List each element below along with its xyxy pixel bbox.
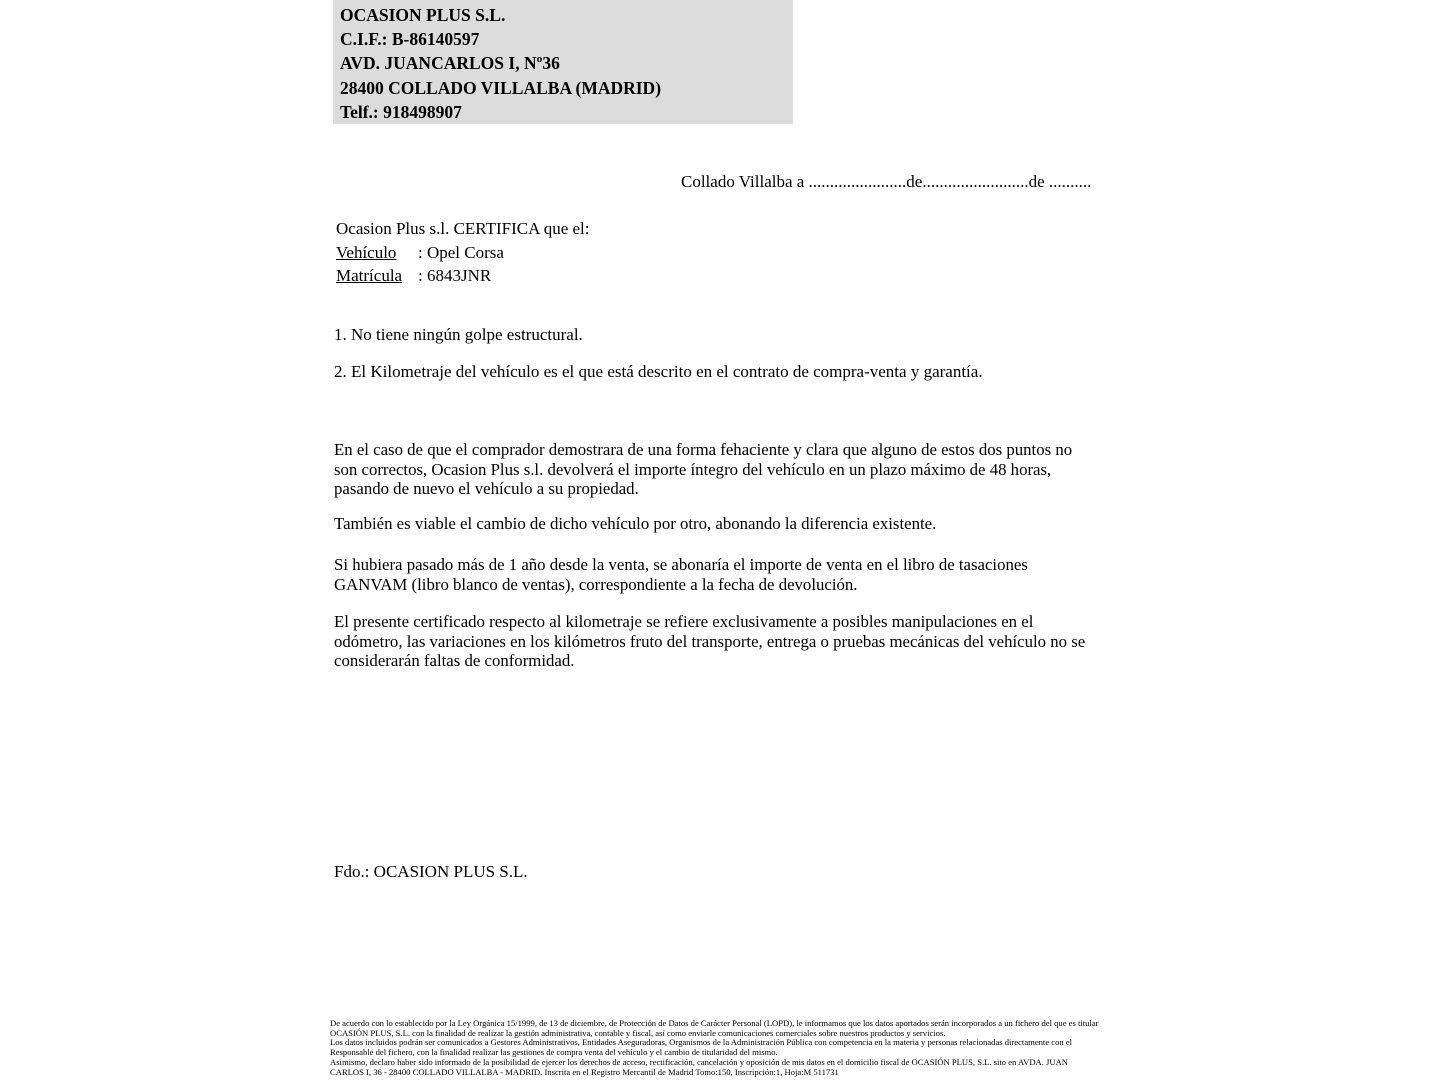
body-paragraph-exchange: También es viable el cambio de dicho vehículo por otro, abonando la diferencia existente. [334, 514, 937, 533]
body-paragraph-ganvam: Si hubiera pasado más de 1 año desde la venta, se abonaría el importe de venta en el libro de tasaciones GANVAM (libro blanco de ventas), correspondiente a la fecha de devolución. [334, 555, 1028, 594]
company-phone: Telf.: 918498907 [340, 101, 462, 122]
legal-footer [330, 1019, 1110, 1077]
date-line: Collado Villalba a .......................de.........................de .......... [681, 172, 1092, 191]
company-header [333, 0, 793, 124]
vehicle-label: Vehículo [336, 242, 397, 262]
legal-footer-line: Responsable del fichero, con la finalidad realizar las gestiones de compra venta del vehículo y el cambio de titularidad del mismo. [330, 1047, 778, 1058]
legal-footer-line: Los datos incluidos podrán ser comunicados a Gestores Administrativos, Entidades Aseguradoras, Organismos de la Administración Pública con competencia en la materia y personas relacionadas directamente con el [330, 1037, 1073, 1048]
signature-line: Fdo.: OCASION PLUS S.L. [334, 862, 528, 881]
legal-footer-line: OCASIÓN PLUS, S.L. con la finalidad de realizar la gestión administrativa, contable y fiscal, así como enviarle comunicaciones comerciales sobre nuestros productos y servicios. [330, 1027, 946, 1038]
company-address: AVD. JUANCARLOS I, Nº36 [340, 53, 560, 74]
legal-footer-line: De acuerdo con lo establecido por la Ley Orgánica 15/1999, de 13 de diciembre, de Protección de Datos de Carácter Personal (LOPD), le informamos que los datos aportados serán incorporados a un fichero del que es titular [330, 1018, 1099, 1028]
certified-point-2: 2. El Kilometraje del vehículo es el que está descrito en el contrato de compra-venta y garantía. [334, 362, 983, 381]
body-paragraph-refund: En el caso de que el comprador demostrara de una forma fehaciente y clara que alguno de estos dos puntos no son correctos, Ocasion Plus s.l. devolverá el importe íntegro del vehículo en un plazo máximo de 48 horas, pasando de nuevo el vehículo a su propiedad. [334, 440, 1073, 499]
vehicle-row [336, 241, 590, 265]
plate-value: : 6843JNR [418, 266, 492, 285]
plate-label: Matrícula [336, 266, 403, 285]
legal-footer-line: CARLOS I, 36 - 28400 COLLADO VILLALBA - MADRID. Inscrita en el Registro Mercantil de Madrid Tomo:150, Inscripción:1, Hoja:M 511731 [330, 1066, 839, 1077]
vehicle-value: : Opel Corsa [418, 242, 504, 262]
certification-block [336, 217, 590, 288]
legal-footer-line: Asimismo, declaro haber sido informado de la posibilidad de ejercer los derechos de acceso, rectificación, cancelación y oposición de mis datos en el domicilio fiscal de OCASIÓN PLUS, S.L. sito en AVDA. JUAN [330, 1056, 1069, 1067]
company-name: OCASION PLUS S.L. [340, 5, 506, 25]
certified-point-1: 1. No tiene ningún golpe estructural. [334, 325, 583, 344]
company-city: 28400 COLLADO VILLALBA (MADRID) [340, 77, 662, 98]
certification-intro: Ocasion Plus s.l. CERTIFICA que el: [336, 219, 590, 238]
body-paragraph-odometer: El presente certificado respecto al kilometraje se refiere exclusivamente a posibles manipulaciones en el odómetro, las variaciones en los kilómetros fruto del transporte, entrega o pruebas mecánicas del vehículo no se considerarán faltas de conformidad. [334, 612, 1086, 671]
company-cif: C.I.F.: B-86140597 [340, 29, 480, 50]
plate-row [336, 264, 590, 288]
